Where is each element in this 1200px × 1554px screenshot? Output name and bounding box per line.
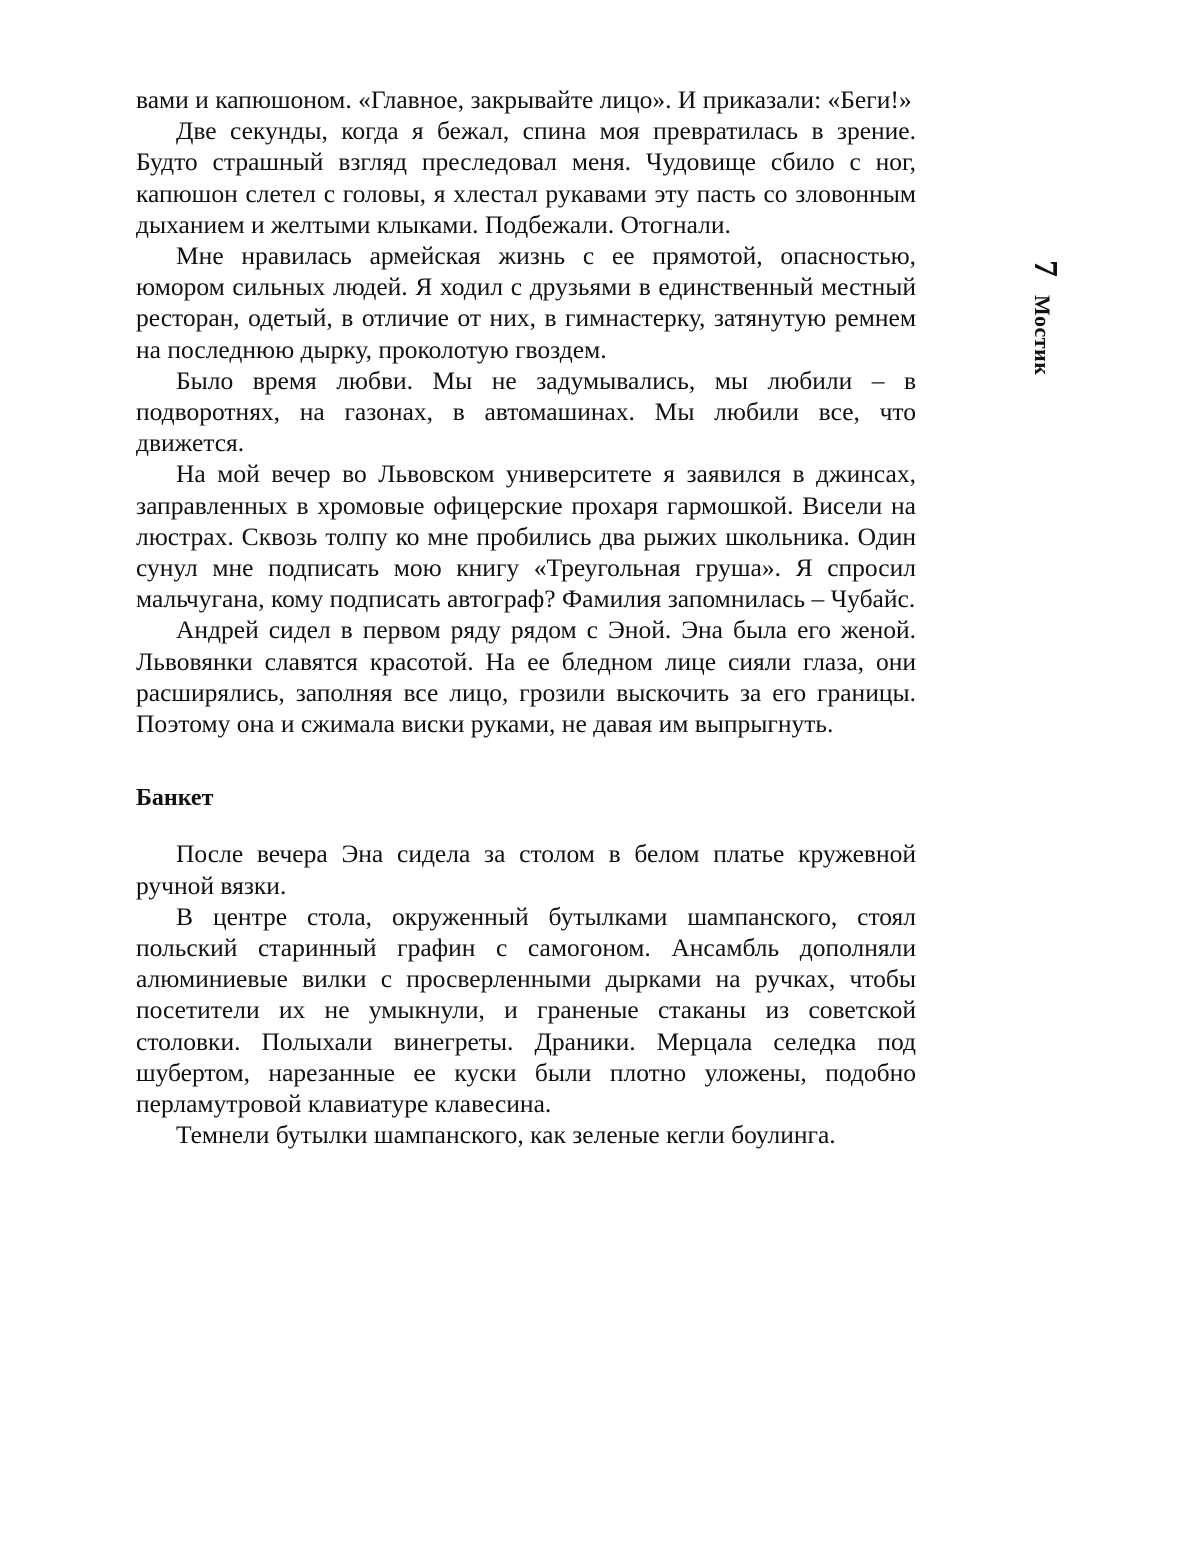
paragraph: На мой вечер во Львовском университете я заявился в джинсах, заправленных в хромовые офицерские прохаря гармошкой. Висели на люстрах. Сквозь толпу ко мне пробились два рыжих школьника. Один сунул мне подписать мою книгу «Треугольная груша». Я спросил мальчугана, кому подписать автограф? Фамилия запомнилась – Чубайс.: [136, 459, 916, 614]
paragraph: Мне нравилась армейская жизнь с ее прямотой, опасностью, юмором сильных людей. Я ходил с друзьями в единственный местный ресторан, одетый, в отличие от них, в гимнастерку, затянутую ремнем на последнюю дырку, проколотую гвоздем.: [136, 241, 916, 364]
paragraph: В центре стола, окруженный бутылками шампанского, стоял польский старинный графин с самогоном. Ансамбль дополняли алюминиевые вилки с просверленными дырками на ручках, чтобы посетители их не умыкнули, и граненые стаканы из советской столовки. Полыхали винегреты. Драники. Мерцала селедка под шубертом, нарезанные ее куски были плотно уложены, подобно перламутровой клавиатуре клавесина.: [136, 901, 916, 1119]
section-title: Мостик: [1030, 295, 1055, 376]
section-heading: Банкет: [136, 785, 214, 812]
running-head-rotated: [1026, 260, 1064, 375]
paragraph: Было время любви. Мы не задумывались, мы любили – в подворотнях, на газонах, в автомашинах. Мы любили все, что движется.: [136, 365, 916, 458]
page-number: 7: [1027, 260, 1064, 277]
paragraph: Две секунды, когда я бежал, спина моя превратилась в зрение. Будто страшный взгляд преследовал меня. Чудовище сбило с ног, капюшон слетел с головы, я хлестал рукавами эту пасть со зловонным дыханием и желтыми клыками. Подбежали. Отогнали.: [136, 116, 916, 239]
paragraph: вами и капюшоном. «Главное, закрывайте лицо». И приказали: «Беги!»: [136, 85, 912, 114]
running-head: [1027, 260, 1100, 420]
paragraph: Андрей сидел в первом ряду рядом с Эной. Эна была его женой. Львовянки славятся красотой. На ее бледном лице сияли глаза, они расширялись, заполняя все лицо, грозили выскочить за его границы. Поэтому она и сжимала виски руками, не давая им выпрыгнуть.: [136, 615, 916, 739]
paragraph: После вечера Эна сидела за столом в белом платье кружевной ручной вязки.: [136, 839, 916, 900]
paragraph: Темнели бутылки шампанского, как зеленые кегли боулинга.: [176, 1120, 836, 1150]
body-text: [136, 84, 916, 1151]
